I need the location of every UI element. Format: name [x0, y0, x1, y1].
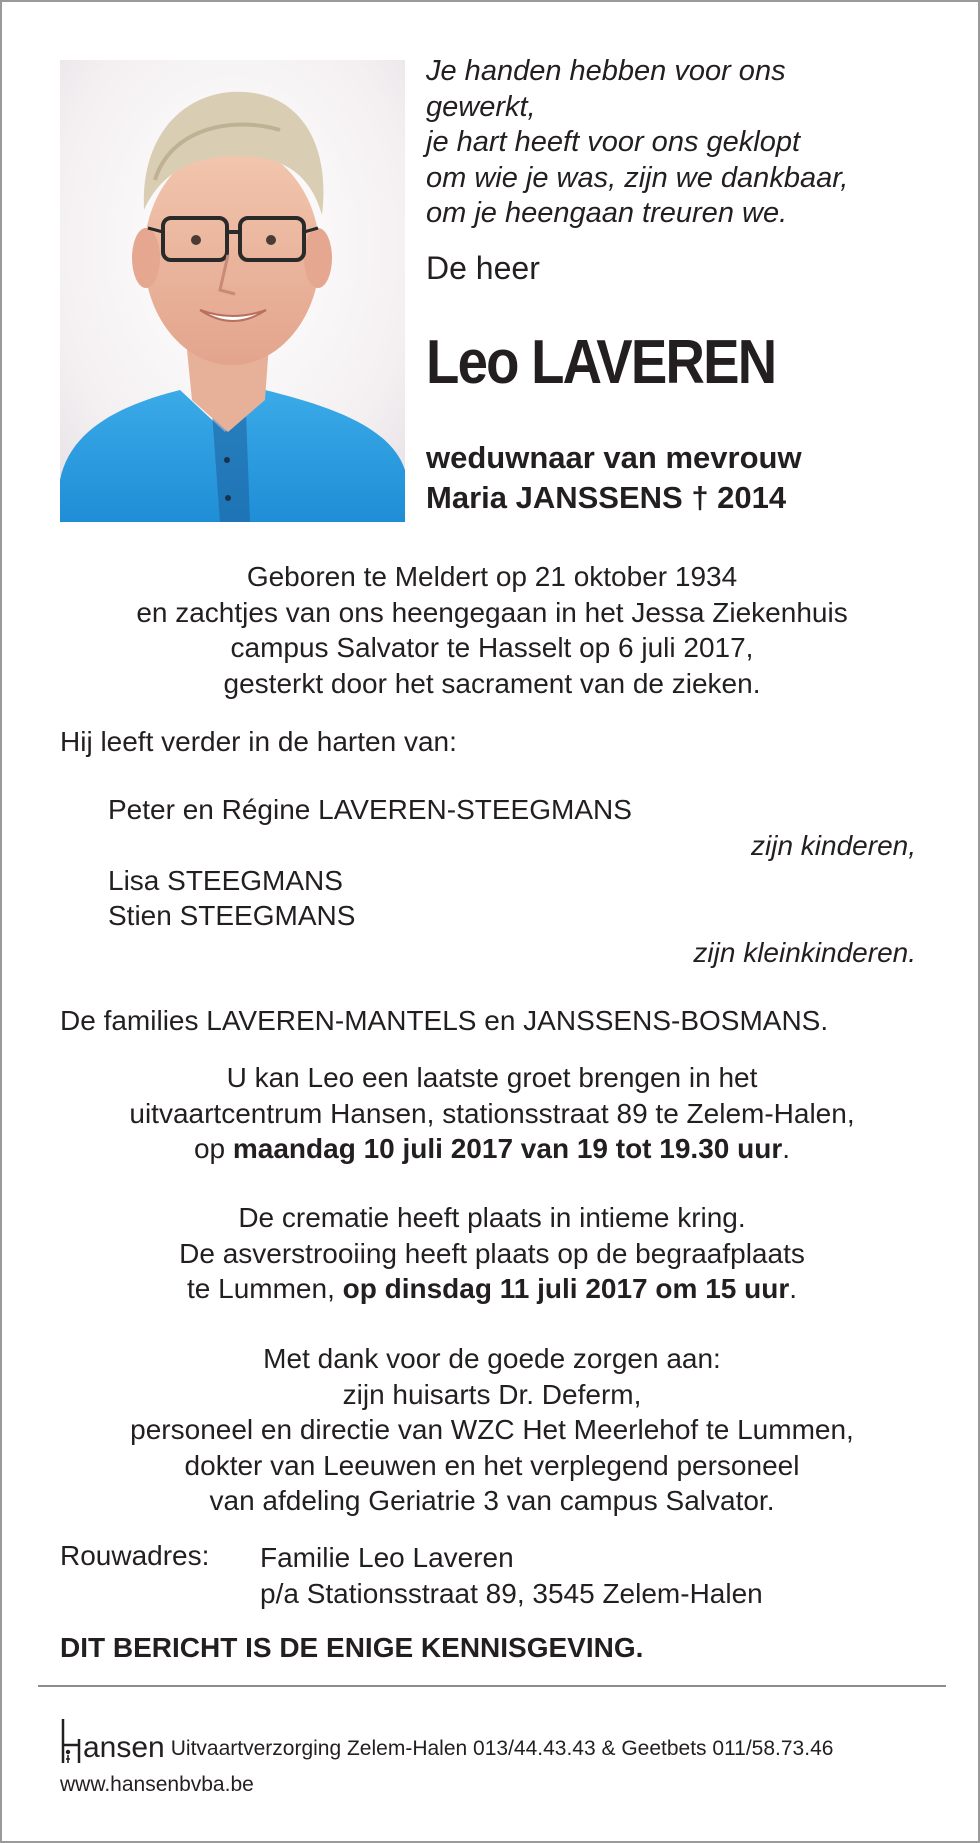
grandchildren-relation: zijn kleinkinderen. [693, 937, 916, 968]
visitation-info [42, 1060, 942, 1167]
visitation-suffix: . [782, 1133, 791, 1164]
poem-line: om wie je was, zijn we dankbaar, [426, 161, 849, 194]
address-line: Familie Leo Laveren [260, 1542, 514, 1573]
poem-line: gewerkt, [426, 90, 536, 123]
logo-text: ansen [83, 1731, 165, 1764]
visitation-line: U kan Leo een laatste groet brengen in het [226, 1062, 758, 1093]
thanks-section [42, 1341, 942, 1519]
cremation-line [42, 1271, 942, 1307]
spouse-line: weduwnaar van mevrouw [426, 440, 802, 475]
thanks-line: van afdeling Geriatrie 3 van campus Salvator. [209, 1485, 775, 1516]
address-label: Rouwadres: [60, 1540, 210, 1571]
children-relation: zijn kinderen, [751, 830, 916, 861]
visitation-prefix: op [193, 1133, 233, 1164]
divider [38, 1685, 946, 1687]
footer-contact: Uitvaartverzorging Zelem-Halen 013/44.43.43 & Geetbets 011/58.73.46 [170, 1737, 834, 1760]
deceased-name: Leo LAVEREN [426, 328, 776, 397]
poem [426, 54, 848, 232]
cremation-suffix: . [789, 1273, 797, 1304]
mourning-address [260, 1540, 763, 1611]
cremation-prefix: te Lummen, [187, 1273, 343, 1304]
thanks-line: Met dank voor de goede zorgen aan: [263, 1343, 721, 1374]
cremation-line: De asverstrooiing heeft plaats op de begraafplaats [179, 1237, 805, 1269]
child-name: Peter en Régine LAVEREN-STEEGMANS [108, 794, 632, 825]
thanks-line: zijn huisarts Dr. Deferm, [342, 1378, 642, 1410]
poem-line: Je handen hebben voor ons [426, 55, 786, 87]
poem-line: je hart heeft voor ons geklopt [426, 126, 801, 158]
detail-line: Geboren te Meldert op 21 oktober 1934 [246, 561, 738, 592]
hansen-logo [60, 1719, 165, 1763]
survivors-intro: Hij leeft verder in de harten van: [60, 726, 457, 757]
visitation-datetime: maandag 10 juli 2017 van 19 tot 19.30 uur [232, 1133, 783, 1164]
spouse-line: Maria JANSSENS † 2014 [426, 480, 787, 515]
cremation-info [42, 1200, 942, 1307]
footer [60, 1713, 833, 1763]
birth-death-details [42, 559, 942, 701]
notice: DIT BERICHT IS DE ENIGE KENNISGEVING. [60, 1632, 644, 1663]
detail-line: gesterkt door het sacrament van de zieken. [223, 667, 761, 699]
address-line: p/a Stationsstraat 89, 3545 Zelem-Halen [260, 1577, 763, 1609]
visitation-line [42, 1131, 942, 1167]
detail-line: en zachtjes van ons heengegaan in het Jessa Ziekenhuis [136, 596, 848, 628]
grandchild-name: Stien STEEGMANS [108, 900, 356, 931]
hansen-logo-icon [60, 1719, 82, 1763]
poem-line: om je heengaan treuren we. [426, 197, 788, 229]
visitation-line: uitvaartcentrum Hansen, stationsstraat 89 te Zelem-Halen, [129, 1097, 855, 1129]
cremation-datetime: op dinsdag 11 juli 2017 om 15 uur [342, 1273, 790, 1304]
detail-line: campus Salvator te Hasselt op 6 juli 2017, [230, 632, 754, 663]
cremation-line: De crematie heeft plaats in intieme kring. [238, 1202, 746, 1233]
thanks-line: dokter van Leeuwen en het verplegend personeel [184, 1449, 800, 1481]
footer-website: www.hansenbvba.be [60, 1773, 254, 1796]
grandchild-name: Lisa STEEGMANS [108, 865, 343, 896]
spouse-info [426, 438, 802, 518]
salutation: De heer [426, 250, 540, 286]
families: De families LAVEREN-MANTELS en JANSSENS-BOSMANS. [60, 1005, 829, 1036]
thanks-line: personeel en directie van WZC Het Meerlehof te Lummen, [130, 1414, 854, 1445]
portrait-photo [60, 60, 405, 522]
